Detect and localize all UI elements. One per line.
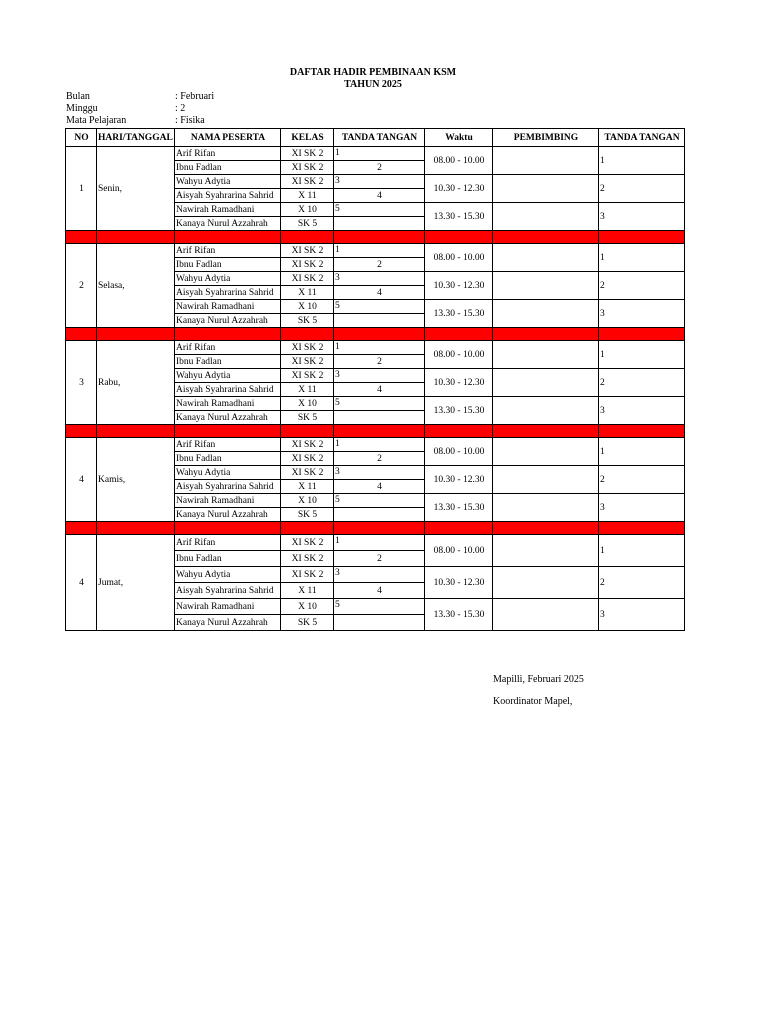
participant-class: X 10 (281, 300, 334, 314)
participant-signature (334, 615, 425, 631)
participant-name: Aisyah Syahrarina Sahrid (175, 480, 281, 494)
participant-class: XI SK 2 (281, 244, 334, 258)
participant-signature: 3 (334, 567, 425, 583)
session-time: 10.30 - 12.30 (425, 175, 493, 203)
participant-name: Arif Rifan (175, 341, 281, 355)
footer-place-date: Mapilli, Februari 2025 (493, 674, 584, 685)
supervisor-cell (493, 300, 599, 328)
separator-cell (175, 328, 281, 341)
participant-name: Ibnu Fadlan (175, 452, 281, 466)
separator-cell (425, 425, 493, 438)
supervisor-signature: 1 (599, 147, 685, 175)
table-row (66, 244, 685, 258)
document-subtitle: TAHUN 2025 (344, 79, 402, 90)
attendance-body (66, 147, 685, 631)
supervisor-cell (493, 438, 599, 466)
session-time: 08.00 - 10.00 (425, 341, 493, 369)
participant-name: Arif Rifan (175, 535, 281, 551)
meta-value-mapel: : Fisika (175, 115, 205, 126)
supervisor-cell (493, 535, 599, 567)
participant-signature: 4 (334, 286, 425, 300)
participant-name: Ibnu Fadlan (175, 551, 281, 567)
participant-signature: 4 (334, 480, 425, 494)
participant-signature: 4 (334, 189, 425, 203)
table-row (66, 535, 685, 551)
separator-cell (493, 425, 599, 438)
supervisor-signature: 3 (599, 494, 685, 522)
participant-class: XI SK 2 (281, 567, 334, 583)
separator-cell (66, 425, 97, 438)
supervisor-signature: 1 (599, 535, 685, 567)
participant-signature: 3 (334, 466, 425, 480)
separator-cell (66, 231, 97, 244)
participant-signature: 1 (334, 438, 425, 452)
header-nama-peserta: NAMA PESERTA (175, 129, 281, 147)
supervisor-cell (493, 203, 599, 231)
separator-cell (599, 522, 685, 535)
separator-cell (281, 522, 334, 535)
participant-class: XI SK 2 (281, 355, 334, 369)
separator-cell (175, 425, 281, 438)
supervisor-signature: 2 (599, 175, 685, 203)
participant-class: X 10 (281, 494, 334, 508)
session-time: 08.00 - 10.00 (425, 244, 493, 272)
supervisor-cell (493, 397, 599, 425)
day-number: 2 (66, 244, 97, 328)
participant-class: XI SK 2 (281, 551, 334, 567)
session-time: 10.30 - 12.30 (425, 272, 493, 300)
participant-name: Kanaya Nurul Azzahrah (175, 217, 281, 231)
separator-cell (175, 231, 281, 244)
participant-name: Nawirah Ramadhani (175, 397, 281, 411)
participant-signature: 4 (334, 583, 425, 599)
header-waktu: Waktu (425, 129, 493, 147)
supervisor-cell (493, 369, 599, 397)
supervisor-cell (493, 567, 599, 599)
participant-class: XI SK 2 (281, 258, 334, 272)
session-time: 10.30 - 12.30 (425, 567, 493, 599)
header-tanda-tangan: TANDA TANGAN (334, 129, 425, 147)
supervisor-signature: 2 (599, 369, 685, 397)
separator-cell (334, 328, 425, 341)
header-hari-tanggal: HARI/TANGGAL (97, 129, 175, 147)
meta-value-minggu: : 2 (175, 103, 186, 114)
meta-label-bulan: Bulan (66, 91, 90, 102)
participant-class: SK 5 (281, 217, 334, 231)
participant-name: Kanaya Nurul Azzahrah (175, 411, 281, 425)
participant-signature: 1 (334, 147, 425, 161)
participant-class: SK 5 (281, 314, 334, 328)
separator-cell (599, 231, 685, 244)
participant-class: XI SK 2 (281, 147, 334, 161)
separator-cell (599, 425, 685, 438)
participant-class: XI SK 2 (281, 535, 334, 551)
participant-signature (334, 217, 425, 231)
document-title: DAFTAR HADIR PEMBINAAN KSM (289, 67, 457, 78)
separator-row (66, 425, 685, 438)
supervisor-signature: 2 (599, 466, 685, 494)
supervisor-cell (493, 341, 599, 369)
participant-name: Arif Rifan (175, 244, 281, 258)
separator-cell (97, 231, 175, 244)
separator-cell (493, 522, 599, 535)
session-time: 08.00 - 10.00 (425, 438, 493, 466)
separator-cell (281, 328, 334, 341)
supervisor-signature: 3 (599, 203, 685, 231)
participant-name: Wahyu Adytia (175, 369, 281, 383)
day-name: Rabu, (97, 341, 175, 425)
participant-signature: 3 (334, 369, 425, 383)
participant-signature: 2 (334, 452, 425, 466)
participant-name: Arif Rifan (175, 147, 281, 161)
header-pembimbing: PEMBIMBING (493, 129, 599, 147)
participant-signature: 1 (334, 535, 425, 551)
participant-name: Nawirah Ramadhani (175, 494, 281, 508)
participant-class: XI SK 2 (281, 175, 334, 189)
participant-name: Kanaya Nurul Azzahrah (175, 508, 281, 522)
participant-signature: 5 (334, 494, 425, 508)
participant-signature (334, 411, 425, 425)
supervisor-signature: 2 (599, 567, 685, 599)
participant-class: XI SK 2 (281, 466, 334, 480)
day-name: Senin, (97, 147, 175, 231)
participant-name: Aisyah Syahrarina Sahrid (175, 189, 281, 203)
separator-cell (97, 425, 175, 438)
separator-row (66, 328, 685, 341)
session-time: 08.00 - 10.00 (425, 147, 493, 175)
participant-name: Ibnu Fadlan (175, 161, 281, 175)
separator-cell (334, 522, 425, 535)
day-name: Kamis, (97, 438, 175, 522)
participant-class: XI SK 2 (281, 161, 334, 175)
table-row (66, 147, 685, 161)
participant-class: SK 5 (281, 508, 334, 522)
participant-signature: 2 (334, 551, 425, 567)
participant-class: X 11 (281, 383, 334, 397)
participant-signature: 2 (334, 161, 425, 175)
participant-class: X 11 (281, 189, 334, 203)
session-time: 10.30 - 12.30 (425, 369, 493, 397)
participant-name: Wahyu Adytia (175, 567, 281, 583)
participant-class: SK 5 (281, 615, 334, 631)
separator-cell (175, 522, 281, 535)
session-time: 13.30 - 15.30 (425, 494, 493, 522)
participant-signature: 5 (334, 300, 425, 314)
supervisor-signature: 3 (599, 397, 685, 425)
separator-row (66, 231, 685, 244)
participant-signature: 5 (334, 599, 425, 615)
supervisor-signature: 3 (599, 599, 685, 631)
participant-class: XI SK 2 (281, 369, 334, 383)
participant-class: SK 5 (281, 411, 334, 425)
session-time: 13.30 - 15.30 (425, 397, 493, 425)
header-row (66, 129, 685, 147)
day-number: 1 (66, 147, 97, 231)
participant-signature: 2 (334, 355, 425, 369)
separator-cell (334, 425, 425, 438)
supervisor-cell (493, 175, 599, 203)
supervisor-cell (493, 494, 599, 522)
separator-row (66, 522, 685, 535)
participant-signature: 1 (334, 244, 425, 258)
session-time: 08.00 - 10.00 (425, 535, 493, 567)
day-number: 4 (66, 438, 97, 522)
meta-value-bulan: : Februari (175, 91, 215, 102)
participant-class: X 11 (281, 286, 334, 300)
participant-class: XI SK 2 (281, 438, 334, 452)
session-time: 13.30 - 15.30 (425, 203, 493, 231)
participant-signature: 5 (334, 397, 425, 411)
participant-signature: 2 (334, 258, 425, 272)
participant-class: XI SK 2 (281, 452, 334, 466)
supervisor-cell (493, 272, 599, 300)
separator-cell (334, 231, 425, 244)
separator-cell (493, 231, 599, 244)
participant-class: XI SK 2 (281, 341, 334, 355)
session-time: 13.30 - 15.30 (425, 599, 493, 631)
participant-name: Aisyah Syahrarina Sahrid (175, 583, 281, 599)
participant-signature: 4 (334, 383, 425, 397)
attendance-table (65, 128, 685, 631)
separator-cell (425, 328, 493, 341)
separator-cell (493, 328, 599, 341)
supervisor-cell (493, 466, 599, 494)
separator-cell (281, 425, 334, 438)
table-row (66, 341, 685, 355)
day-number: 4 (66, 535, 97, 631)
participant-signature: 1 (334, 341, 425, 355)
participant-class: X 11 (281, 583, 334, 599)
separator-cell (66, 328, 97, 341)
supervisor-signature: 1 (599, 438, 685, 466)
meta-label-mapel: Mata Pelajaran (66, 115, 127, 126)
participant-signature: 5 (334, 203, 425, 217)
supervisor-signature: 1 (599, 244, 685, 272)
supervisor-signature: 1 (599, 341, 685, 369)
participant-name: Nawirah Ramadhani (175, 300, 281, 314)
separator-cell (97, 522, 175, 535)
day-name: Jumat, (97, 535, 175, 631)
participant-name: Kanaya Nurul Azzahrah (175, 615, 281, 631)
participant-name: Nawirah Ramadhani (175, 599, 281, 615)
participant-class: X 10 (281, 203, 334, 217)
participant-class: X 11 (281, 480, 334, 494)
participant-class: X 10 (281, 599, 334, 615)
supervisor-cell (493, 599, 599, 631)
participant-class: XI SK 2 (281, 272, 334, 286)
participant-signature: 3 (334, 175, 425, 189)
day-name: Selasa, (97, 244, 175, 328)
participant-name: Nawirah Ramadhani (175, 203, 281, 217)
supervisor-cell (493, 244, 599, 272)
separator-cell (281, 231, 334, 244)
day-number: 3 (66, 341, 97, 425)
participant-signature: 3 (334, 272, 425, 286)
participant-name: Kanaya Nurul Azzahrah (175, 314, 281, 328)
session-time: 10.30 - 12.30 (425, 466, 493, 494)
participant-signature (334, 314, 425, 328)
separator-cell (425, 522, 493, 535)
header-kelas: KELAS (281, 129, 334, 147)
participant-name: Aisyah Syahrarina Sahrid (175, 286, 281, 300)
supervisor-signature: 3 (599, 300, 685, 328)
participant-name: Arif Rifan (175, 438, 281, 452)
supervisor-signature: 2 (599, 272, 685, 300)
participant-name: Ibnu Fadlan (175, 355, 281, 369)
participant-name: Ibnu Fadlan (175, 258, 281, 272)
separator-cell (599, 328, 685, 341)
separator-cell (425, 231, 493, 244)
participant-name: Wahyu Adytia (175, 272, 281, 286)
participant-signature (334, 508, 425, 522)
header-no: NO (66, 129, 97, 147)
meta-label-minggu: Minggu (66, 103, 98, 114)
footer-role: Koordinator Mapel, (493, 696, 573, 707)
separator-cell (66, 522, 97, 535)
table-row (66, 438, 685, 452)
participant-class: X 10 (281, 397, 334, 411)
participant-name: Wahyu Adytia (175, 175, 281, 189)
session-time: 13.30 - 15.30 (425, 300, 493, 328)
participant-name: Aisyah Syahrarina Sahrid (175, 383, 281, 397)
supervisor-cell (493, 147, 599, 175)
separator-cell (97, 328, 175, 341)
header-tanda-tangan-pembimbing: TANDA TANGAN (599, 129, 685, 147)
participant-name: Wahyu Adytia (175, 466, 281, 480)
